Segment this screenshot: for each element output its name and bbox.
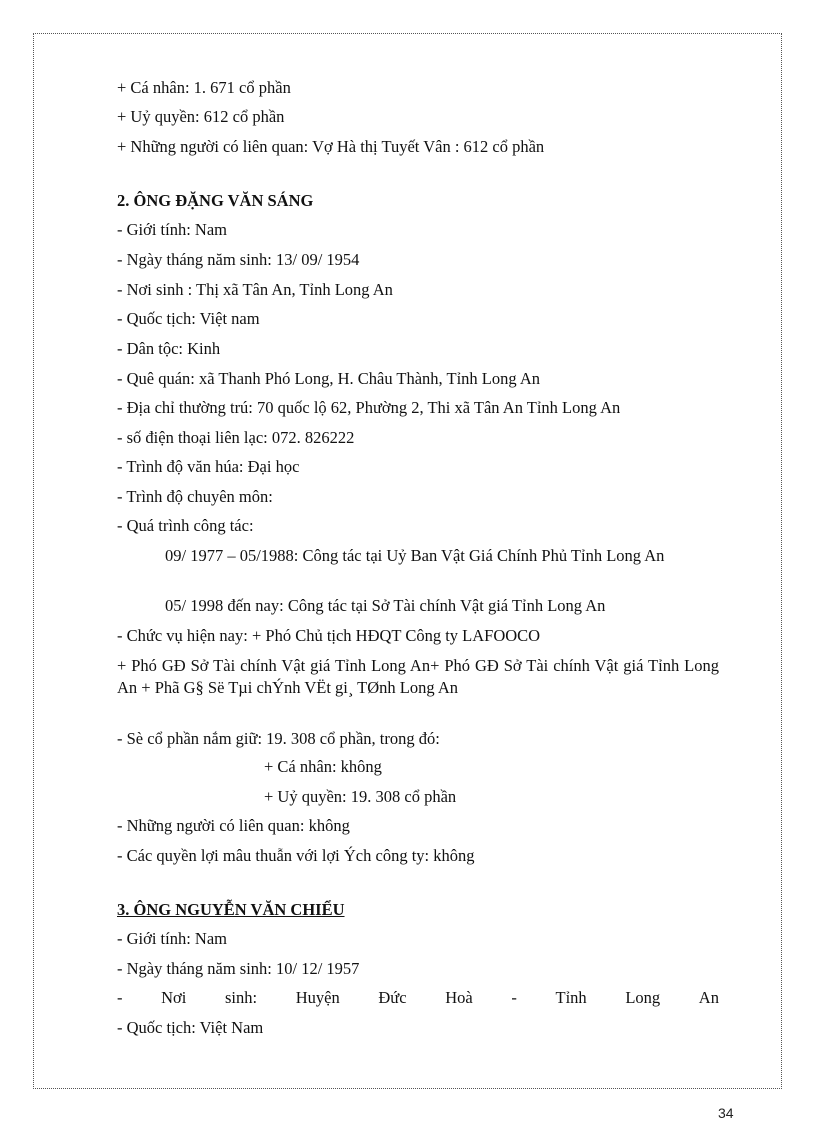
page-number: 34 [718, 1105, 734, 1121]
shares-personal-line: + Cá nhân: 1. 671 cổ phần [117, 78, 291, 97]
gender-line: - Giới tính: Nam [117, 220, 228, 239]
shares-total-line: - Sè cổ phần nắm giữ: 19. 308 cổ phần, trong đó: [117, 729, 440, 748]
education-line: - Trình độ văn húa: Đại học [117, 457, 300, 476]
hometown-line: - Quê quán: xã Thanh Phó Long, H. Châu Thành, Tỉnh Long An [117, 369, 540, 388]
shares-proxy-line: + Uỷ quyền: 612 cổ phần [117, 107, 285, 126]
gender-line: - Giới tính: Nam [117, 929, 228, 948]
word: Đức [378, 988, 407, 1007]
word: Nơi [161, 988, 187, 1007]
word: - [511, 988, 517, 1007]
birthdate-line: - Ngày tháng năm sinh: 13/ 09/ 1954 [117, 250, 360, 269]
word: Tỉnh [555, 988, 587, 1007]
word: Long [625, 988, 661, 1007]
work-history-label: - Quá trình công tác: [117, 516, 254, 535]
birthplace-line [117, 988, 719, 1008]
shares-personal-line: + Cá nhân: không [264, 757, 382, 776]
position-detail-paragraph: + Phó GĐ Sở Tài chính Vật giá Tỉnh Long An+ Phó GĐ Sở Tài chính Vật giá Tỉnh Long An + Phã G§ Së Tµi chÝnh VËt gi¸ TØnh Long An [117, 656, 719, 697]
word: An [698, 988, 719, 1007]
shares-proxy-line: + Uỷ quyền: 19. 308 cổ phần [264, 787, 457, 806]
nationality-line: - Quốc tịch: Việt nam [117, 309, 260, 328]
conflict-of-interest-line: - Các quyền lợi mâu thuẫn với lợi Ých công ty: không [117, 846, 475, 865]
section-3-title: 3. ÔNG NGUYỄN VĂN CHIỂU [117, 900, 345, 919]
word: Huyện [295, 988, 340, 1007]
nationality-line: - Quốc tịch: Việt Nam [117, 1018, 264, 1037]
birthdate-line: - Ngày tháng năm sinh: 10/ 12/ 1957 [117, 959, 360, 978]
related-persons-line: - Những người có liên quan: không [117, 816, 350, 835]
work-history-item: 09/ 1977 – 05/1988: Công tác tại Uỷ Ban Vật Giá Chính Phủ Tỉnh Long An [165, 546, 665, 565]
word: sinh: [225, 988, 258, 1007]
position-line: - Chức vụ hiện nay: + Phó Chủ tịch HĐQT Công ty LAFOOCO [117, 626, 541, 645]
ethnicity-line: - Dân tộc: Kinh [117, 339, 221, 358]
related-persons-line: + Những người có liên quan: Vợ Hà thị Tuyết Vân : 612 cổ phần [117, 137, 545, 156]
phone-line: - số điện thoại liên lạc: 072. 826222 [117, 428, 355, 447]
word: - [117, 988, 123, 1007]
work-history-item: 05/ 1998 đến nay: Công tác tại Sở Tài chính Vật giá Tỉnh Long An [165, 596, 606, 615]
address-line: - Địa chỉ thường trú: 70 quốc lộ 62, Phường 2, Thi xã Tân An Tỉnh Long An [117, 398, 621, 417]
specialty-line: - Trình độ chuyên môn: [117, 487, 273, 506]
word: Hoà [445, 988, 473, 1007]
section-2-title: 2. ÔNG ĐẶNG VĂN SÁNG [117, 191, 314, 210]
birthplace-line: - Nơi sinh : Thị xã Tân An, Tỉnh Long An [117, 280, 393, 299]
